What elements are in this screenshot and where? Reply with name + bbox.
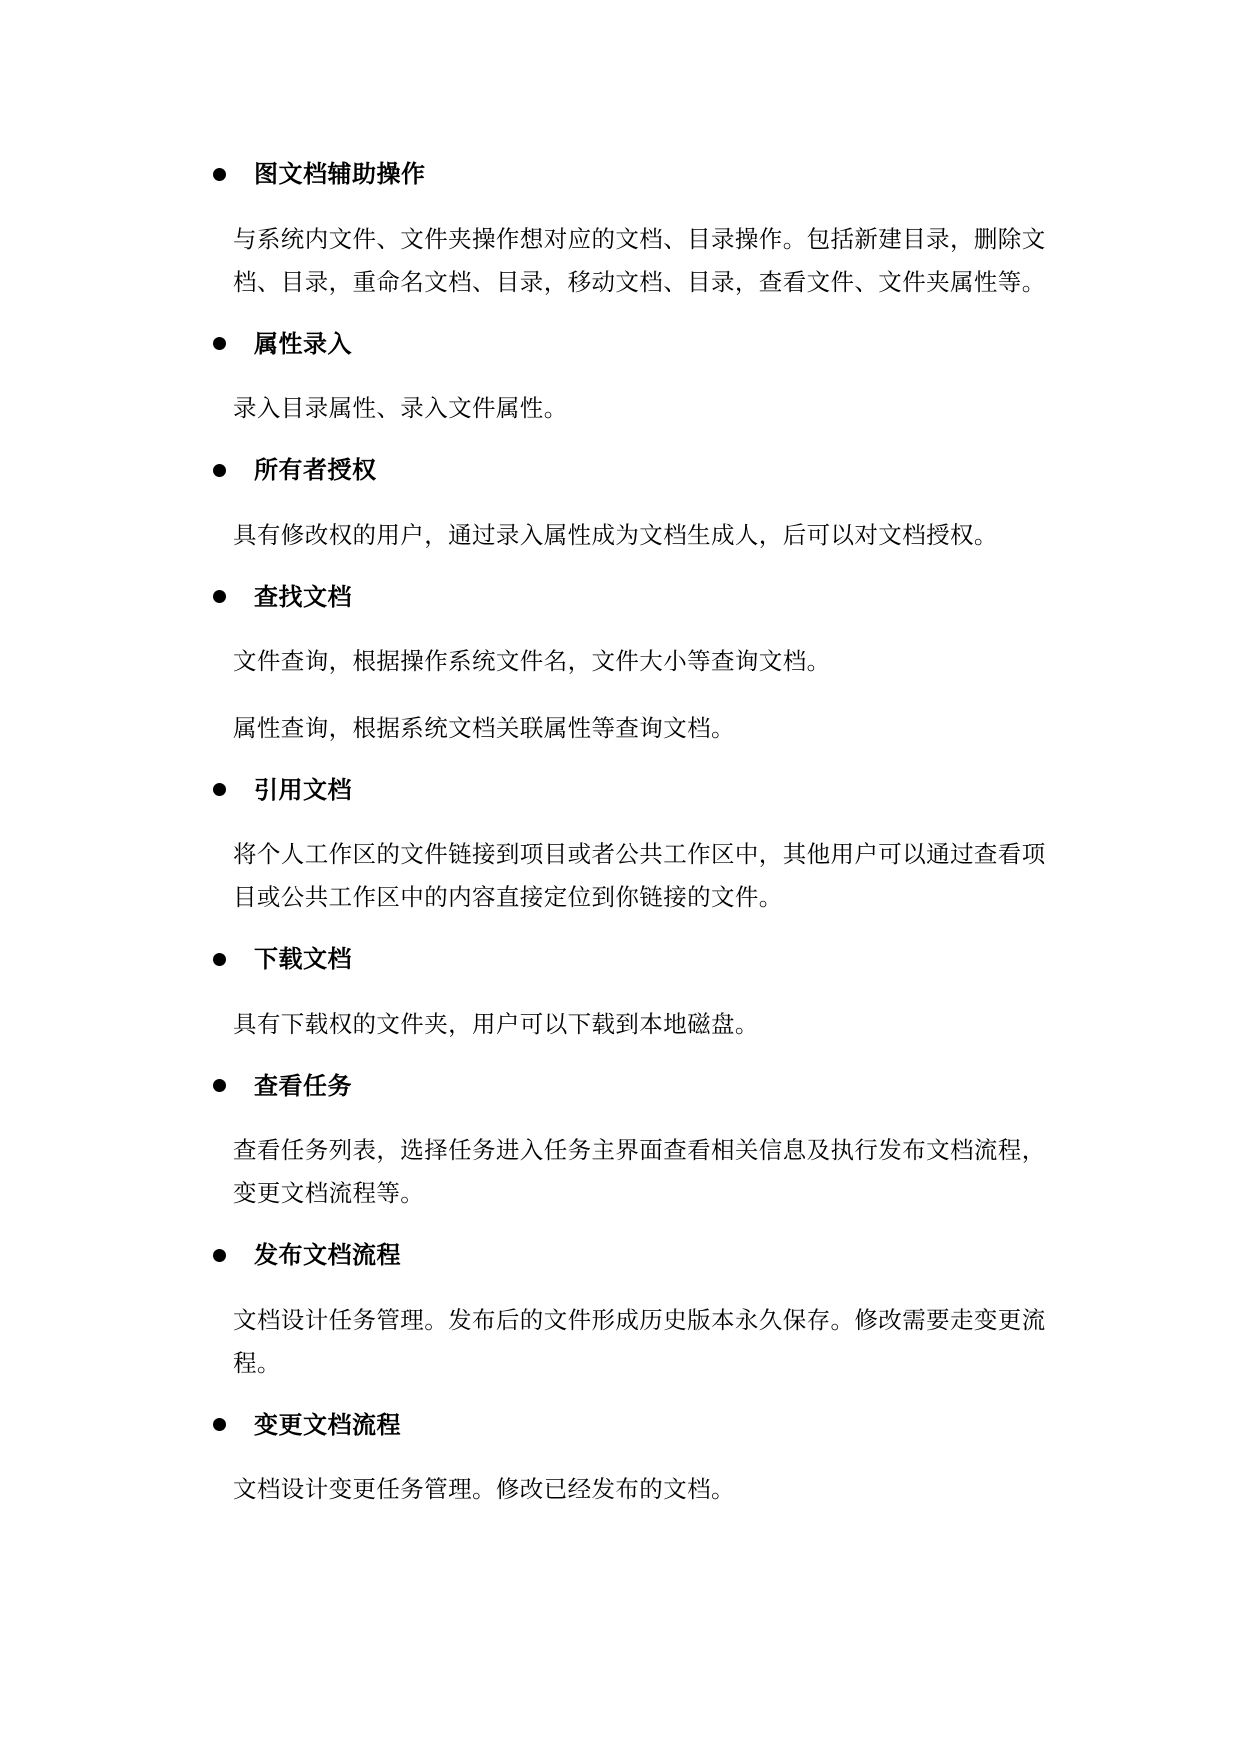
paragraph: 文件查询，根据操作系统文件名，文件大小等查询文档。 — [233, 647, 831, 675]
heading-text: 属性录入 — [254, 329, 352, 358]
paragraph: 具有修改权的用户，通过录入属性成为文档生成人，后可以对文档授权。 — [233, 520, 998, 549]
section-heading — [0, 1405, 1241, 1445]
paragraph: 与系统内文件、文件夹操作想对应的文档、目录操作。包括新建目录，删除文档、目录，重命名文档、目录，移动文档、目录，查看文件、文件夹属性等。 — [233, 224, 1046, 296]
section-heading — [0, 154, 1241, 194]
bullet-icon — [213, 953, 226, 966]
heading-text: 下载文档 — [254, 945, 352, 973]
bullet-icon — [213, 337, 226, 350]
paragraph: 属性查询，根据系统文档关联属性等查询文档。 — [233, 713, 735, 742]
section-download-documents — [0, 939, 1241, 1046]
bullet-icon — [213, 783, 226, 796]
heading-text: 引用文档 — [254, 775, 352, 804]
section-heading — [0, 577, 1241, 617]
bullet-icon — [213, 1079, 226, 1092]
heading-text: 图文档辅助操作 — [254, 160, 426, 188]
bullet-icon — [213, 1418, 226, 1431]
heading-text: 所有者授权 — [254, 456, 377, 484]
section-view-tasks — [0, 1066, 1241, 1216]
paragraph: 查看任务列表，选择任务进入任务主界面查看相关信息及执行发布文档流程，变更文档流程等。 — [233, 1136, 1046, 1207]
paragraph: 将个人工作区的文件链接到项目或者公共工作区中，其他用户可以通过查看项目或公共工作区中的内容直接定位到你链接的文件。 — [233, 840, 1046, 911]
bullet-icon — [213, 168, 226, 181]
heading-text: 查找文档 — [254, 582, 352, 611]
section-publish-workflow — [0, 1235, 1241, 1385]
heading-text: 查看任务 — [254, 1071, 352, 1100]
paragraph: 具有下载权的文件夹，用户可以下载到本地磁盘。 — [233, 1009, 759, 1038]
section-heading — [0, 770, 1241, 810]
section-heading — [0, 450, 1241, 490]
section-attribute-entry — [0, 324, 1241, 431]
paragraph: 文档设计任务管理。发布后的文件形成历史版本永久保存。修改需要走变更流程。 — [233, 1305, 1046, 1377]
section-owner-authorization — [0, 450, 1241, 557]
section-document-operations — [0, 154, 1241, 304]
bullet-icon — [213, 464, 226, 477]
section-heading — [0, 1235, 1241, 1275]
section-heading — [0, 939, 1241, 979]
section-heading — [0, 1066, 1241, 1106]
paragraph: 文档设计变更任务管理。修改已经发布的文档。 — [233, 1475, 735, 1503]
heading-text: 发布文档流程 — [254, 1241, 401, 1269]
bullet-icon — [213, 590, 226, 603]
section-heading — [0, 324, 1241, 364]
bullet-icon — [213, 1249, 226, 1262]
section-change-workflow — [0, 1405, 1241, 1512]
document-content — [0, 154, 1241, 1531]
heading-text: 变更文档流程 — [254, 1410, 401, 1439]
section-find-documents — [0, 577, 1241, 750]
section-reference-documents — [0, 770, 1241, 920]
paragraph: 录入目录属性、录入文件属性。 — [233, 394, 568, 422]
